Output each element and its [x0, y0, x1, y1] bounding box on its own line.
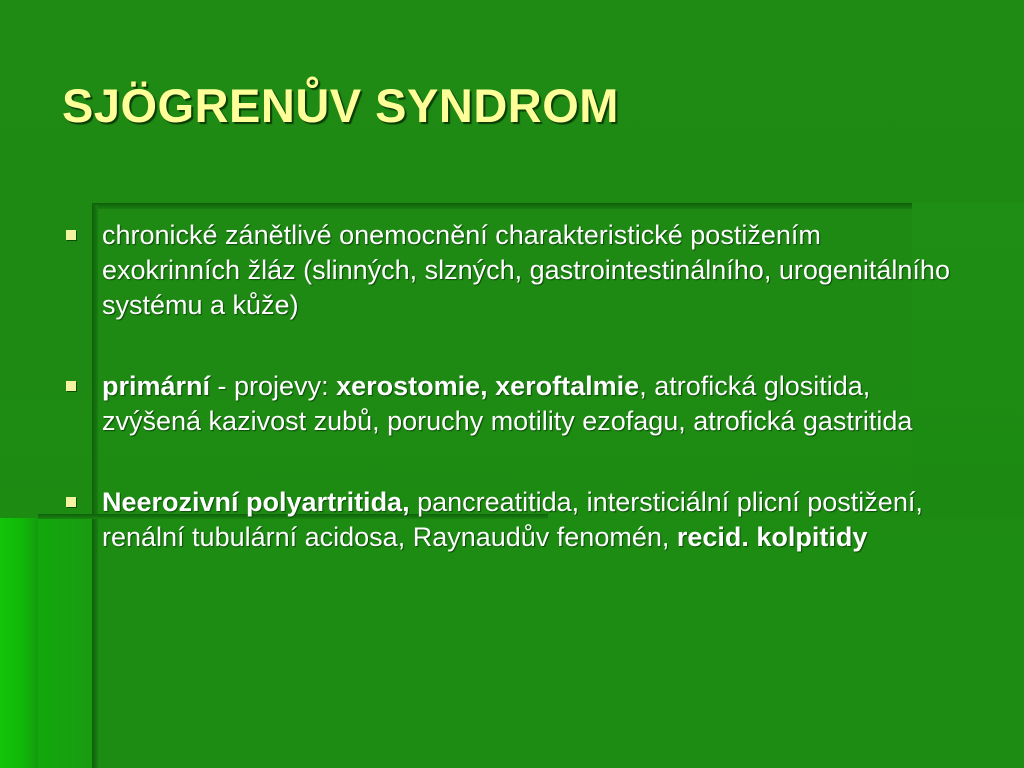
- bullet-list: [62, 218, 962, 555]
- bullet-text-bold: recid. kolpitidy: [676, 522, 868, 552]
- bullet-text: chronické zánětlivé onemocnění charakteristické postižením exokrinních žláz (slinných, slzných, gastrointestinálního, urogenitálního systému a kůže): [102, 220, 950, 320]
- bullet-item: [62, 369, 962, 439]
- bullet-text: - projevy:: [210, 371, 337, 401]
- bullet-text-bold: primární: [102, 371, 211, 401]
- decorative-line: [92, 203, 912, 209]
- background-band: [38, 518, 96, 768]
- square-bullet-icon: [66, 230, 76, 240]
- bullet-text-bold: Neerozivní polyartritida,: [102, 487, 410, 517]
- square-bullet-icon: [66, 497, 76, 507]
- bullet-item: [62, 485, 962, 555]
- square-bullet-icon: [66, 381, 76, 391]
- slide-title: SJÖGRENŮV SYNDROM: [62, 79, 619, 132]
- background-band: [0, 518, 38, 768]
- bullet-text: pancreatitida, intersticiální plicní postižení, renální tubulární acidosa, Raynaudův fenomén,: [102, 487, 923, 552]
- bullet-text: , atrofická glositida, zvýšená kazivost zubů, poruchy motility ezofagu, atrofická gastritida: [102, 371, 913, 436]
- bullet-item: [62, 218, 962, 323]
- bullet-text-bold: xerostomie, xeroftalmie: [336, 371, 640, 401]
